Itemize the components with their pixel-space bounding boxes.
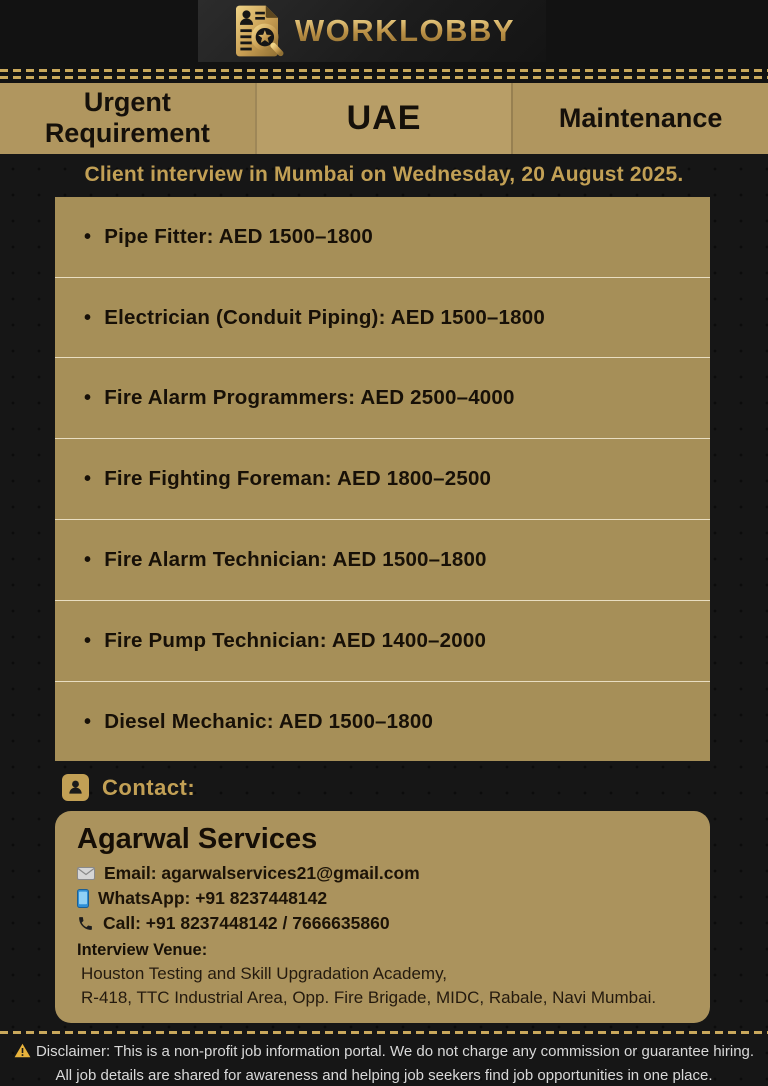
bullet-icon: •	[84, 710, 92, 733]
double-dashed-divider	[0, 65, 768, 83]
venue-line-1: Houston Testing and Skill Upgradation Academy,	[81, 964, 448, 984]
job-text: Electrician (Conduit Piping): AED 1500–1800	[104, 305, 545, 329]
job-row	[55, 439, 710, 520]
banner-country: UAE	[255, 83, 512, 153]
job-text: Fire Fighting Foreman: AED 1800–2500	[104, 467, 492, 491]
banner-category: Maintenance	[511, 83, 768, 153]
resume-search-logo-icon	[229, 3, 285, 59]
bullet-icon: •	[84, 468, 92, 491]
job-row	[55, 682, 710, 762]
contact-heading	[62, 774, 768, 801]
header	[0, 0, 768, 65]
venue-label: Interview Venue:	[77, 941, 208, 960]
venue-line-2: R-418, TTC Industrial Area, Opp. Fire Brigade, MIDC, Rabale, Navi Mumbai.	[81, 988, 657, 1008]
job-list	[55, 197, 710, 762]
job-text: Fire Alarm Technician: AED 1500–1800	[104, 547, 487, 571]
whatsapp-line	[77, 888, 688, 909]
company-name: Agarwal Services	[77, 823, 318, 856]
disclaimer-text: Disclaimer: This is a non-profit job information portal. We do not charge any commission or guarantee hiring. All job details are shared for awareness and helping job seekers find job opportunities in one place.	[35, 1043, 755, 1084]
brand-logo	[198, 0, 546, 62]
job-text: Fire Alarm Programmers: AED 2500–4000	[104, 386, 515, 410]
whatsapp-text: WhatsApp: +91 8237448142	[98, 888, 328, 909]
dashed-line	[0, 76, 768, 79]
bullet-icon: •	[84, 629, 92, 652]
email-line	[77, 863, 688, 884]
bullet-icon: •	[84, 306, 92, 329]
call-text: Call: +91 8237448142 / 7666635860	[103, 913, 390, 934]
bullet-icon: •	[84, 225, 92, 248]
mobile-phone-icon	[77, 889, 89, 908]
job-row	[55, 278, 710, 359]
bullet-icon: •	[84, 548, 92, 571]
warning-icon	[14, 1043, 31, 1064]
job-row	[55, 520, 710, 601]
email-text: Email: agarwalservices21@gmail.com	[104, 863, 420, 884]
contact-label: Contact:	[102, 774, 196, 800]
disclaimer	[0, 1034, 768, 1086]
call-line	[77, 913, 688, 934]
job-row	[55, 601, 710, 682]
phone-icon	[77, 915, 94, 932]
contact-card	[55, 811, 710, 1023]
job-text: Diesel Mechanic: AED 1500–1800	[104, 709, 434, 733]
interview-subtitle: Client interview in Mumbai on Wednesday, 20 August 2025.	[84, 163, 684, 187]
email-icon	[77, 867, 95, 880]
job-row	[55, 197, 710, 278]
dashed-line	[0, 69, 768, 72]
person-icon	[62, 774, 89, 801]
job-text: Pipe Fitter: AED 1500–1800	[104, 224, 373, 248]
footer	[0, 1031, 768, 1086]
banner-urgent-requirement: Urgent Requirement	[44, 86, 210, 149]
brand-name: WORKLOBBY	[294, 13, 516, 48]
bullet-icon: •	[84, 387, 92, 410]
job-row	[55, 358, 710, 439]
job-text: Fire Pump Technician: AED 1400–2000	[104, 628, 487, 652]
banner	[0, 83, 768, 153]
